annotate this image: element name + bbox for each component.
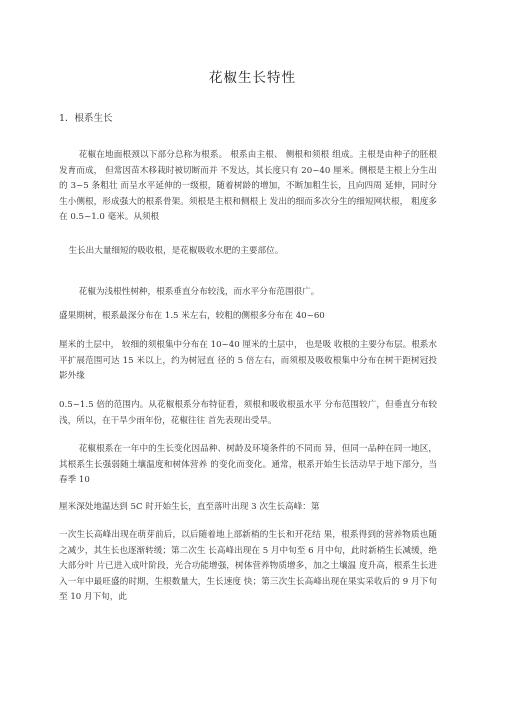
paragraph-shallow-roots [59,285,437,301]
paragraph-text: 生长出大量细短的吸收根，是花椒吸收水肥的主要部位。 [68,246,284,256]
paragraph-text: 一次生长高峰出现在萌芽前后，以后随着地上部新梢的生长和开花结 果，根系得到的营养物质也随之减少，其生长也逐渐转缓；第二次生 长高峰出现在 5 月中旬至 6 月中旬，此时新梢生长减缓，绝大部分叶 片已进入成叶阶段，光合功能增强，树体营养物质增多，加之土壤温 度升高，根系生长进入一年中最旺盛的时期，生根数量大，生长速度 快；第三次生长高峰出现在果实采收后的 9 月下旬至 10 月下旬，此 [59,530,437,603]
paragraph-absorbing-roots [59,244,437,260]
paragraph-annual-growth [59,442,437,489]
paragraph-growth-peaks [59,528,437,606]
paragraph-text: 0.5~1.5 倍的范围内。从花椒根系分布特征看，须根和吸收根虽水平 分布范围较广，但垂直分布较浅，所以，在干旱少雨年份，花椒往往 首先表现出受旱。 [59,400,437,426]
paragraph-text: 厘米深处地温达到 5C 时开始生长，直至落叶出现 3 次生长高峰：第 [59,502,320,512]
paragraph-text: 盛果期树，根系最深分布在 1.5 米左右，较粗的侧根多分布在 40~60 [59,311,325,321]
paragraph-soil-layer [59,338,437,385]
section-heading: 1．根系生长 [59,113,113,124]
paragraph-fruiting-trees [59,309,437,325]
paragraph-soil-temperature [59,500,437,516]
paragraph-text: 花椒根系在一年中的生长变化因品种、树龄及环境条件的不同而 异，但同一品种在同一地区， 其根系生长强弱随土壤温度和树体营养 的变化而变化。通常，根系开始生长活动早于地下部分，当春季 10 [59,444,437,486]
document-title: 花椒生长特性 [209,70,296,86]
paragraph-text: 花椒为浅根性树种，根系垂直分布较浅，而水平分布范围很广。 [78,287,320,297]
paragraph-distribution [59,398,437,429]
paragraph-text: 花椒在地面根颈以下部分总称为根系。 根系由主根、 侧根和须根 组成。主根是由种子的胚根发育而成， 但常因苗木移栽时被切断而并 不发达，其长度只有 20~40 厘米。侧根是主根上分生出的 3~5 条粗壮 而呈水平延伸的一级根，随着树龄的增加，不断加粗生长，且向四周 延伸，同时分生小侧根，形成强大的根系骨架。须根是主根和侧根上 发出的细而多次分生的细短网状根， 粗度多在 0.5~1.0 毫米。从须根 [59,150,437,223]
paragraph-text: 厘米的土层中， 较细的须根集中分布在 10~40 厘米的土层中， 也是吸 收根的主要分布层。根系水平扩展范围可达 15 米以上，约为树冠直 径的 5 倍左右，而须根及吸收根集中分布在树干距树冠投影外缘 [59,340,437,382]
paragraph-root-system [59,148,437,226]
